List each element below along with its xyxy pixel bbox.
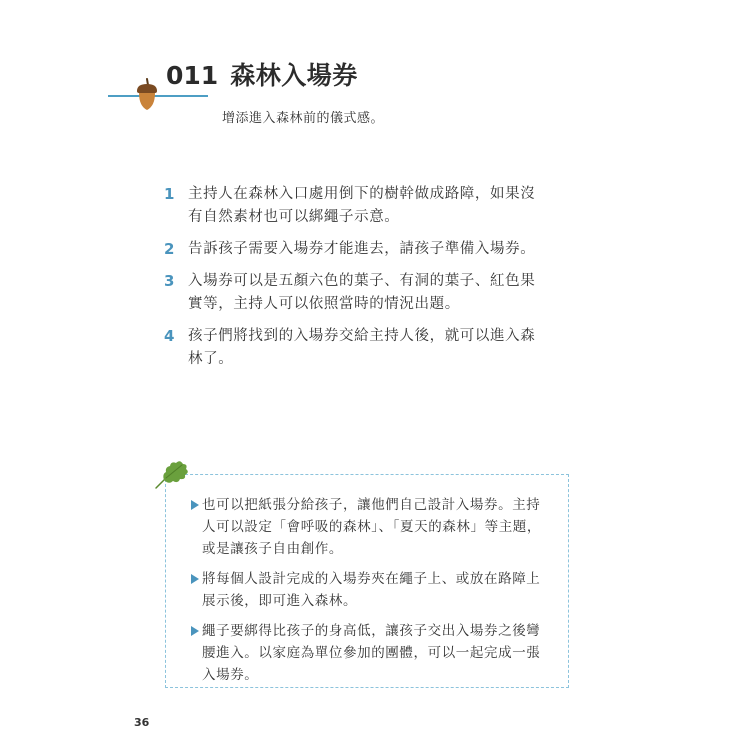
activity-number: 011 [166,61,219,90]
triangle-bullet-icon [188,500,202,510]
tip-line: 腰進入。以家庭為單位參加的團體，可以一起完成一張 [202,645,541,661]
step-number: 3 [164,272,175,290]
step-line: 有自然素材也可以綁繩子示意。 [188,209,400,225]
tip-line: 繩子要綁得比孩子的身高低，讓孩子交出入場券之後彎 [202,623,541,639]
step-text [188,270,535,316]
step-item [164,270,584,316]
step-text [188,325,535,371]
activity-subtitle: 增添進入森林前的儀式感。 [222,111,385,126]
tip-line: 入場券。 [202,667,259,683]
acorn-icon [134,78,160,112]
step-line: 孩子們將找到的入場券交給主持人後，就可以進入森 [188,328,536,344]
tip-item [188,620,558,686]
step-item [164,238,584,261]
tip-item [188,494,558,560]
tip-line: 也可以把紙張分給孩子，讓他們自己設計入場券。主持 [202,497,541,513]
step-line: 入場券可以是五顏六色的葉子、有洞的葉子、紅色果 [188,273,536,289]
page-title [166,56,358,96]
step-line: 實等，主持人可以依照當時的情況出題。 [188,296,460,312]
step-line: 主持人在森林入口處用倒下的樹幹做成路障，如果沒 [188,186,536,202]
tip-item [188,568,558,612]
step-list [164,183,584,380]
tip-list [188,494,558,694]
step-item [164,325,584,371]
step-text [188,238,535,261]
step-text [188,183,535,229]
tip-text [202,494,541,560]
tip-line: 或是讓孩子自由創作。 [202,541,343,557]
step-number: 1 [164,185,175,203]
triangle-bullet-icon [188,574,202,584]
step-item [164,183,584,229]
step-number: 4 [164,327,175,345]
step-line: 林了。 [188,351,234,367]
tip-line: 展示後，即可進入森林。 [202,593,358,609]
tip-text [202,568,540,612]
tip-line: 將每個人設計完成的入場券夾在繩子上、或放在路障上 [202,571,541,587]
step-number: 2 [164,240,175,258]
triangle-bullet-icon [188,626,202,636]
tip-line: 人可以設定「會呼吸的森林」、「夏天的森林」等主題， [202,519,541,535]
step-line: 告訴孩子需要入場券才能進去，請孩子準備入場券。 [188,241,536,257]
activity-title: 森林入場券 [230,61,358,90]
tip-text [202,620,540,686]
page-number: 36 [134,716,150,729]
oak-leaf-icon [152,458,192,492]
